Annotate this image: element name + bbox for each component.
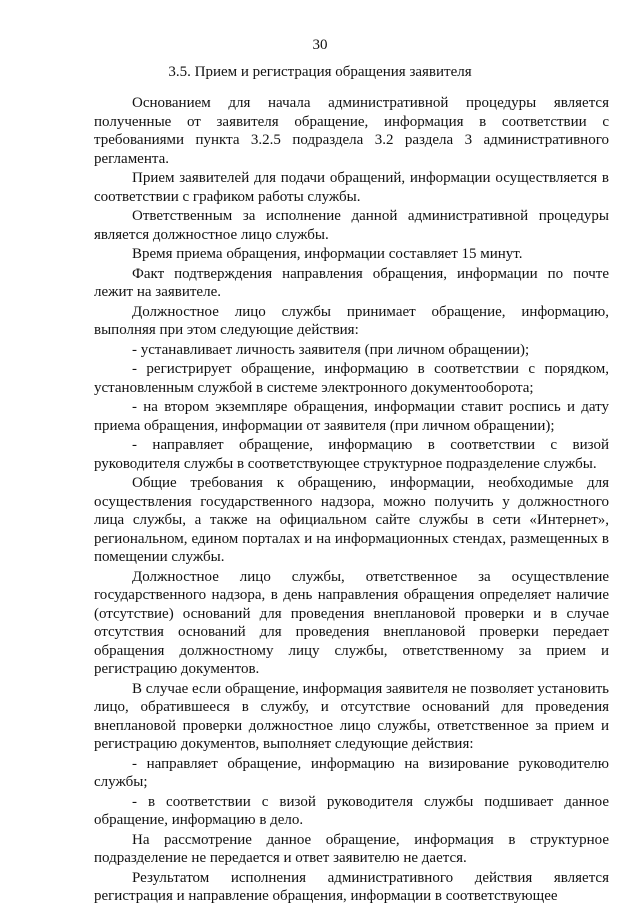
- list-item: - направляет обращение, информацию на визирование руководителю службы;: [94, 755, 609, 790]
- section-title: 3.5. Прием и регистрация обращения заявителя: [168, 64, 472, 80]
- list-item: - устанавливает личность заявителя (при личном обращении);: [132, 341, 530, 358]
- paragraph: На рассмотрение данное обращение, информация в структурное подразделение не передается и ответ заявителю не дается.: [94, 831, 609, 866]
- list-item: - в соответствии с визой руководителя службы подшивает данное обращение, информацию в дело.: [94, 793, 609, 828]
- paragraph: Основанием для начала административной процедуры является полученные от заявителя обращение, информация в соответствии с требованиями пункта 3.2.5 подраздела 3.2 раздела 3 административного регламента.: [94, 95, 609, 167]
- paragraph: Должностное лицо службы принимает обращение, информацию, выполняя при этом следующие действия:: [94, 303, 609, 338]
- paragraph: В случае если обращение, информация заявителя не позволяет установить лицо, обратившееся в службу, и отсутствие оснований для проведения внеплановой проверки должностное лицо службы, ответственное за прием и регистрацию документов, выполняет следующие действия:: [94, 680, 610, 752]
- paragraph: Должностное лицо службы, ответственное за осуществление государственного надзора, в день направления обращения определяет наличие (отсутствие) оснований для проведения внеплановой проверки и в случае отсутствия оснований для проведения внеплановой проверки передает обращения должностному лицу службы, ответственному за прием и регистрацию документов.: [94, 568, 609, 677]
- paragraph: Результатом исполнения административного действия является регистрация и направление обращения, информации в соответствующее: [94, 869, 609, 904]
- list-item: - регистрирует обращение, информацию в соответствии с порядком, установленным службой в системе электронного документооборота;: [94, 361, 609, 396]
- page-number: 30: [312, 37, 328, 53]
- document-body: [94, 94, 609, 906]
- list-item: - на втором экземпляре обращения, информации ставит роспись и дату приема обращения, информации от заявителя (при личном обращении);: [94, 399, 609, 434]
- paragraph: Прием заявителей для подачи обращений, информации осуществляется в соответствии с графиком работы службы.: [94, 170, 609, 205]
- paragraph: Факт подтверждения направления обращения, информации по почте лежит на заявителе.: [94, 265, 609, 300]
- paragraph: Общие требования к обращению, информации, необходимые для осуществления государственного надзора, можно получить у должностного лица службы, а также на официальном сайте службы в сети «Интернет», региональном, едином порталах и на информационных стендах, размещенных в помещении службы.: [94, 475, 609, 565]
- paragraph: Время приема обращения, информации составляет 15 минут.: [132, 246, 523, 262]
- paragraph: Ответственным за исполнение данной административной процедуры является должностное лицо службы.: [94, 208, 609, 243]
- list-item: - направляет обращение, информацию в соответствии с визой руководителя службы в соответствующее структурное подразделение службы.: [94, 437, 609, 472]
